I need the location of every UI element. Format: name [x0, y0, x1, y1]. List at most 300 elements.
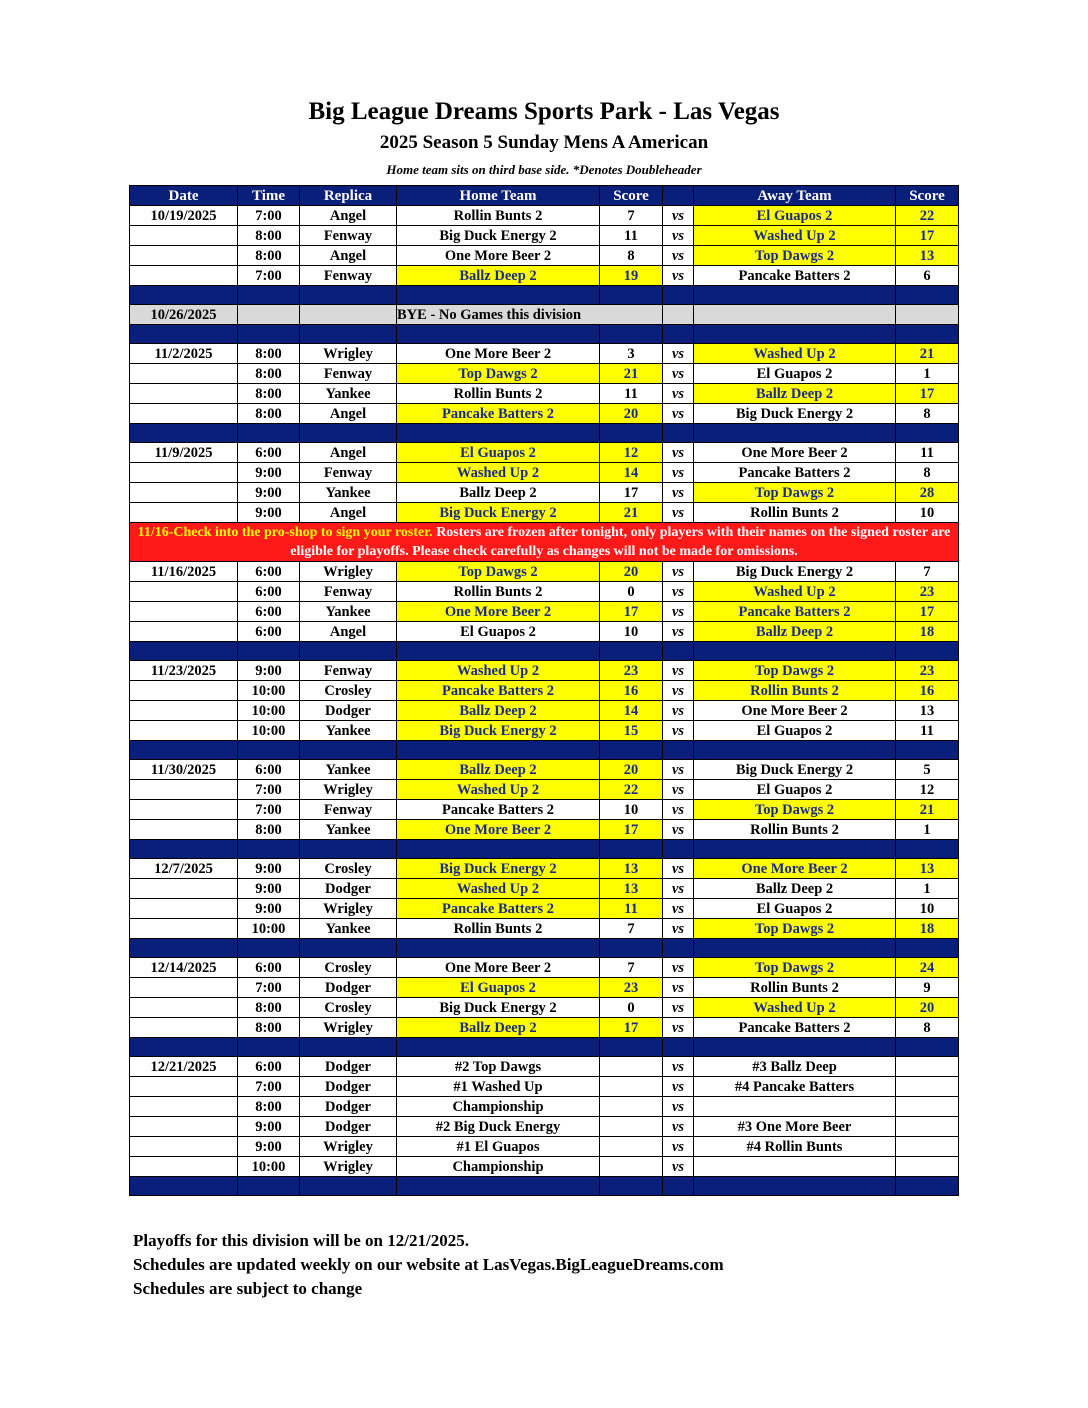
separator-cell: [663, 325, 694, 344]
game-row: [130, 404, 959, 424]
field-cell: Yankee: [300, 602, 397, 622]
field-cell: Wrigley: [300, 780, 397, 800]
away-score-cell: 8: [896, 404, 959, 424]
game-row: [130, 206, 959, 226]
away-team-cell: Top Dawgs 2: [694, 800, 896, 820]
home-team-cell: Ballz Deep 2: [397, 266, 600, 286]
home-score-cell: 21: [600, 503, 663, 523]
date-cell: [130, 1157, 238, 1177]
time-cell: 9:00: [238, 1117, 300, 1137]
game-row: [130, 266, 959, 286]
time-cell: 8:00: [238, 384, 300, 404]
field-cell: Angel: [300, 503, 397, 523]
home-team-cell: Washed Up 2: [397, 661, 600, 681]
field-cell: Angel: [300, 246, 397, 266]
away-team-cell: Ballz Deep 2: [694, 879, 896, 899]
time-cell: 6:00: [238, 760, 300, 780]
date-cell: [130, 978, 238, 998]
separator-cell: [694, 424, 896, 443]
separator-cell: [238, 939, 300, 958]
home-team-cell: #2 Big Duck Energy: [397, 1117, 600, 1137]
separator-cell: [397, 325, 600, 344]
time-cell: 10:00: [238, 681, 300, 701]
vs-cell: vs: [663, 919, 694, 939]
vs-cell: vs: [663, 206, 694, 226]
separator-cell: [663, 286, 694, 305]
date-cell: [130, 404, 238, 424]
away-team-cell: Top Dawgs 2: [694, 919, 896, 939]
home-team-cell: El Guapos 2: [397, 622, 600, 642]
time-cell: 10:00: [238, 721, 300, 741]
time-cell: 9:00: [238, 859, 300, 879]
separator-cell: [694, 741, 896, 760]
footer-website-note: Schedules are updated weekly on our website at LasVegas.BigLeagueDreams.com: [133, 1255, 724, 1274]
separator-cell: [600, 325, 663, 344]
field-cell: Crosley: [300, 958, 397, 978]
time-cell: 9:00: [238, 503, 300, 523]
away-score-cell: 8: [896, 463, 959, 483]
vs-cell: vs: [663, 820, 694, 840]
away-score-cell: 20: [896, 998, 959, 1018]
time-cell: 9:00: [238, 463, 300, 483]
home-team-cell: Ballz Deep 2: [397, 701, 600, 721]
vs-cell: vs: [663, 701, 694, 721]
home-score-cell: 21: [600, 364, 663, 384]
week-separator: [130, 939, 959, 958]
home-score-cell: 23: [600, 661, 663, 681]
home-team-cell: Pancake Batters 2: [397, 899, 600, 919]
away-score-cell: [896, 1077, 959, 1097]
home-score-cell: 10: [600, 622, 663, 642]
game-row: [130, 701, 959, 721]
home-team-cell: Pancake Batters 2: [397, 681, 600, 701]
game-row: [130, 503, 959, 523]
home-score-cell: 17: [600, 602, 663, 622]
away-team-cell: Rollin Bunts 2: [694, 681, 896, 701]
away-score-cell: 10: [896, 899, 959, 919]
home-team-cell: Big Duck Energy 2: [397, 859, 600, 879]
time-cell: 6:00: [238, 1057, 300, 1077]
field-cell: Crosley: [300, 681, 397, 701]
game-row: [130, 820, 959, 840]
away-score-cell: [896, 1137, 959, 1157]
away-score-cell: 8: [896, 1018, 959, 1038]
away-team-cell: Top Dawgs 2: [694, 661, 896, 681]
vs-cell: vs: [663, 859, 694, 879]
home-team-cell: #2 Top Dawgs: [397, 1057, 600, 1077]
home-team-cell: Rollin Bunts 2: [397, 919, 600, 939]
home-score-cell: 0: [600, 582, 663, 602]
away-team-cell: El Guapos 2: [694, 780, 896, 800]
notice-body: Rosters are frozen after tonight, only players with their names on the signed roster are eligible for playoffs. Please check carefully as changes will not be made for omissions.: [290, 525, 951, 559]
away-team-cell: Washed Up 2: [694, 344, 896, 364]
notice-lead: Check into the pro-shop to sign your roster.: [173, 525, 433, 540]
field-cell: Fenway: [300, 266, 397, 286]
vs-cell: vs: [663, 226, 694, 246]
separator-cell: [663, 642, 694, 661]
away-score-cell: 10: [896, 503, 959, 523]
time-cell: [238, 305, 300, 325]
away-team-cell: Big Duck Energy 2: [694, 760, 896, 780]
game-row: [130, 780, 959, 800]
home-team-cell: Pancake Batters 2: [397, 404, 600, 424]
header-row: [130, 186, 959, 206]
away-score-cell: 1: [896, 820, 959, 840]
away-team-cell: #3 Ballz Deep: [694, 1057, 896, 1077]
away-team-cell: El Guapos 2: [694, 721, 896, 741]
separator-cell: [694, 1038, 896, 1057]
away-score-cell: 11: [896, 443, 959, 463]
separator-cell: [600, 939, 663, 958]
away-team-cell: Ballz Deep 2: [694, 622, 896, 642]
date-cell: [130, 602, 238, 622]
vs-cell: vs: [663, 463, 694, 483]
home-score-cell: 20: [600, 760, 663, 780]
schedule-table: [129, 185, 959, 1196]
separator-cell: [397, 840, 600, 859]
field-cell: Wrigley: [300, 1018, 397, 1038]
date-cell: [130, 1077, 238, 1097]
away-score-cell: 17: [896, 384, 959, 404]
date-cell: [130, 384, 238, 404]
away-score-cell: 23: [896, 661, 959, 681]
week-separator: [130, 1038, 959, 1057]
date-cell: [130, 800, 238, 820]
date-cell: 11/2/2025: [130, 344, 238, 364]
away-team-cell: El Guapos 2: [694, 206, 896, 226]
vs-cell: vs: [663, 443, 694, 463]
separator-cell: [130, 939, 238, 958]
away-score-cell: [896, 1117, 959, 1137]
field-cell: Yankee: [300, 483, 397, 503]
game-row: [130, 384, 959, 404]
separator-cell: [600, 741, 663, 760]
week-separator: [130, 642, 959, 661]
date-cell: [130, 503, 238, 523]
separator-cell: [397, 741, 600, 760]
separator-cell: [238, 1038, 300, 1057]
time-cell: 8:00: [238, 226, 300, 246]
away-score-cell: 24: [896, 958, 959, 978]
field-cell: Dodger: [300, 1077, 397, 1097]
date-cell: 12/21/2025: [130, 1057, 238, 1077]
separator-cell: [663, 741, 694, 760]
away-score-cell: 17: [896, 602, 959, 622]
home-score-cell: 8: [600, 246, 663, 266]
home-score-cell: [600, 1137, 663, 1157]
home-team-cell: Ballz Deep 2: [397, 1018, 600, 1038]
schedule-body: [130, 206, 959, 1196]
field-cell: Yankee: [300, 384, 397, 404]
home-score-cell: 13: [600, 859, 663, 879]
field-cell: Dodger: [300, 978, 397, 998]
page-subtitle: 2025 Season 5 Sunday Mens A American: [379, 132, 709, 153]
field-cell: Crosley: [300, 998, 397, 1018]
bye-text: BYE - No Games this division: [397, 305, 663, 325]
time-cell: 7:00: [238, 266, 300, 286]
home-team-cell: Rollin Bunts 2: [397, 206, 600, 226]
separator-cell: [896, 1177, 959, 1196]
game-row: [130, 562, 959, 582]
field-cell: Angel: [300, 404, 397, 424]
home-score-cell: 17: [600, 1018, 663, 1038]
col-header-replica: Replica: [300, 186, 397, 206]
field-cell: Fenway: [300, 800, 397, 820]
date-cell: [130, 681, 238, 701]
away-team-cell: Big Duck Energy 2: [694, 562, 896, 582]
separator-cell: [130, 325, 238, 344]
separator-cell: [896, 840, 959, 859]
home-team-cell: Championship: [397, 1097, 600, 1117]
game-row: [130, 622, 959, 642]
vs-cell: vs: [663, 562, 694, 582]
vs-cell: vs: [663, 998, 694, 1018]
vs-cell: vs: [663, 384, 694, 404]
time-cell: 6:00: [238, 582, 300, 602]
home-score-cell: 14: [600, 463, 663, 483]
home-team-cell: El Guapos 2: [397, 443, 600, 463]
home-team-cell: El Guapos 2: [397, 978, 600, 998]
vs-cell: vs: [663, 1018, 694, 1038]
away-score-cell: 1: [896, 364, 959, 384]
home-score-cell: 7: [600, 206, 663, 226]
home-team-cell: Rollin Bunts 2: [397, 582, 600, 602]
vs-cell: vs: [663, 602, 694, 622]
field-cell: Yankee: [300, 721, 397, 741]
home-score-cell: 15: [600, 721, 663, 741]
time-cell: 9:00: [238, 483, 300, 503]
home-score-cell: 13: [600, 879, 663, 899]
field-cell: Dodger: [300, 1057, 397, 1077]
away-team-cell: Pancake Batters 2: [694, 1018, 896, 1038]
field-cell: Yankee: [300, 820, 397, 840]
separator-cell: [397, 424, 600, 443]
field-cell: Fenway: [300, 226, 397, 246]
away-team-cell: Pancake Batters 2: [694, 602, 896, 622]
home-score-cell: 19: [600, 266, 663, 286]
separator-cell: [397, 939, 600, 958]
field-cell: Dodger: [300, 1117, 397, 1137]
separator-cell: [397, 1177, 600, 1196]
home-team-cell: Big Duck Energy 2: [397, 503, 600, 523]
date-cell: [130, 879, 238, 899]
home-score-cell: 7: [600, 958, 663, 978]
away-team-cell: Top Dawgs 2: [694, 246, 896, 266]
time-cell: 9:00: [238, 899, 300, 919]
game-row: [130, 1097, 959, 1117]
home-score-cell: 12: [600, 443, 663, 463]
date-cell: [130, 266, 238, 286]
game-row: [130, 661, 959, 681]
separator-cell: [896, 286, 959, 305]
away-team-cell: Washed Up 2: [694, 226, 896, 246]
page-title: Big League Dreams Sports Park - Las Vegas: [308, 98, 780, 125]
date-cell: [130, 463, 238, 483]
game-row: [130, 1157, 959, 1177]
date-cell: 11/9/2025: [130, 443, 238, 463]
home-team-cell: Washed Up 2: [397, 463, 600, 483]
date-cell: [130, 1117, 238, 1137]
col-header-away-team: Away Team: [694, 186, 896, 206]
away-team-cell: Rollin Bunts 2: [694, 820, 896, 840]
separator-cell: [600, 1177, 663, 1196]
time-cell: 8:00: [238, 998, 300, 1018]
roster-notice: [130, 523, 959, 562]
separator-cell: [238, 741, 300, 760]
away-score-cell: 23: [896, 582, 959, 602]
separator-cell: [694, 642, 896, 661]
separator-cell: [694, 1177, 896, 1196]
away-score-cell: 18: [896, 919, 959, 939]
away-score-cell: [896, 1097, 959, 1117]
field-cell: Yankee: [300, 760, 397, 780]
vs-cell: vs: [663, 780, 694, 800]
away-team-cell: Pancake Batters 2: [694, 266, 896, 286]
home-score-cell: [600, 1057, 663, 1077]
home-team-cell: #1 El Guapos: [397, 1137, 600, 1157]
separator-cell: [600, 840, 663, 859]
away-team-cell: El Guapos 2: [694, 899, 896, 919]
vs-cell: vs: [663, 364, 694, 384]
separator-cell: [300, 840, 397, 859]
away-score-cell: [896, 1157, 959, 1177]
time-cell: 7:00: [238, 206, 300, 226]
date-cell: [130, 1097, 238, 1117]
away-team-cell: Top Dawgs 2: [694, 483, 896, 503]
game-row: [130, 978, 959, 998]
separator-cell: [130, 642, 238, 661]
away-team-cell: Big Duck Energy 2: [694, 404, 896, 424]
date-cell: [130, 998, 238, 1018]
time-cell: 7:00: [238, 978, 300, 998]
separator-cell: [600, 1038, 663, 1057]
separator-cell: [300, 325, 397, 344]
game-row: [130, 246, 959, 266]
game-row: [130, 879, 959, 899]
date-cell: [130, 1018, 238, 1038]
home-team-cell: #1 Washed Up: [397, 1077, 600, 1097]
date-cell: [130, 1137, 238, 1157]
vs-cell: vs: [663, 1097, 694, 1117]
away-score-cell: 13: [896, 701, 959, 721]
vs-cell: vs: [663, 344, 694, 364]
field-cell: Wrigley: [300, 1157, 397, 1177]
time-cell: 6:00: [238, 443, 300, 463]
roster-notice-row: [130, 523, 959, 562]
away-score-cell: 17: [896, 226, 959, 246]
time-cell: 8:00: [238, 820, 300, 840]
field-cell: Dodger: [300, 1097, 397, 1117]
vs-cell: vs: [663, 958, 694, 978]
game-row: [130, 998, 959, 1018]
week-separator: [130, 286, 959, 305]
field-cell: Crosley: [300, 859, 397, 879]
date-cell: 10/26/2025: [130, 305, 238, 325]
vs-cell: vs: [663, 1077, 694, 1097]
week-separator: [130, 840, 959, 859]
separator-cell: [896, 325, 959, 344]
away-team-cell: Ballz Deep 2: [694, 384, 896, 404]
time-cell: 9:00: [238, 1137, 300, 1157]
date-cell: [130, 483, 238, 503]
away-score-cell: [896, 305, 959, 325]
away-score-cell: 21: [896, 800, 959, 820]
away-team-cell: One More Beer 2: [694, 443, 896, 463]
away-team-cell: [694, 305, 896, 325]
home-team-cell: One More Beer 2: [397, 958, 600, 978]
date-cell: [130, 364, 238, 384]
home-score-cell: 20: [600, 562, 663, 582]
away-score-cell: 11: [896, 721, 959, 741]
home-score-cell: 10: [600, 800, 663, 820]
date-cell: 12/7/2025: [130, 859, 238, 879]
time-cell: 6:00: [238, 602, 300, 622]
date-cell: [130, 701, 238, 721]
time-cell: 7:00: [238, 800, 300, 820]
separator-cell: [663, 1038, 694, 1057]
date-cell: 12/14/2025: [130, 958, 238, 978]
away-team-cell: Rollin Bunts 2: [694, 503, 896, 523]
home-score-cell: [600, 1157, 663, 1177]
away-score-cell: 18: [896, 622, 959, 642]
vs-cell: vs: [663, 1117, 694, 1137]
home-team-cell: Ballz Deep 2: [397, 760, 600, 780]
home-score-cell: [600, 1117, 663, 1137]
away-team-cell: #4 Rollin Bunts: [694, 1137, 896, 1157]
notice-date: 11/16-: [137, 525, 174, 540]
field-cell: Wrigley: [300, 1137, 397, 1157]
game-row: [130, 344, 959, 364]
separator-cell: [663, 424, 694, 443]
away-team-cell: Rollin Bunts 2: [694, 978, 896, 998]
vs-cell: vs: [663, 1057, 694, 1077]
field-cell: Wrigley: [300, 562, 397, 582]
separator-cell: [300, 1038, 397, 1057]
separator-cell: [130, 741, 238, 760]
time-cell: 9:00: [238, 661, 300, 681]
home-score-cell: 7: [600, 919, 663, 939]
date-cell: [130, 246, 238, 266]
game-row: [130, 1077, 959, 1097]
footer-change-note: Schedules are subject to change: [133, 1279, 363, 1298]
away-score-cell: 9: [896, 978, 959, 998]
game-row: [130, 800, 959, 820]
field-cell: Fenway: [300, 463, 397, 483]
week-separator: [130, 741, 959, 760]
bye-row: [130, 305, 959, 325]
away-team-cell: [694, 1097, 896, 1117]
date-cell: [130, 582, 238, 602]
away-team-cell: Washed Up 2: [694, 582, 896, 602]
away-score-cell: [896, 1057, 959, 1077]
time-cell: 9:00: [238, 879, 300, 899]
vs-cell: vs: [663, 721, 694, 741]
home-team-cell: Championship: [397, 1157, 600, 1177]
separator-cell: [300, 741, 397, 760]
away-team-cell: Washed Up 2: [694, 998, 896, 1018]
separator-cell: [130, 840, 238, 859]
separator-cell: [238, 325, 300, 344]
col-header-home-score: Score: [600, 186, 663, 206]
away-team-cell: Pancake Batters 2: [694, 463, 896, 483]
separator-cell: [397, 286, 600, 305]
date-cell: [130, 820, 238, 840]
game-row: [130, 859, 959, 879]
home-score-cell: 22: [600, 780, 663, 800]
home-score-cell: [600, 1077, 663, 1097]
separator-cell: [300, 424, 397, 443]
time-cell: 6:00: [238, 562, 300, 582]
